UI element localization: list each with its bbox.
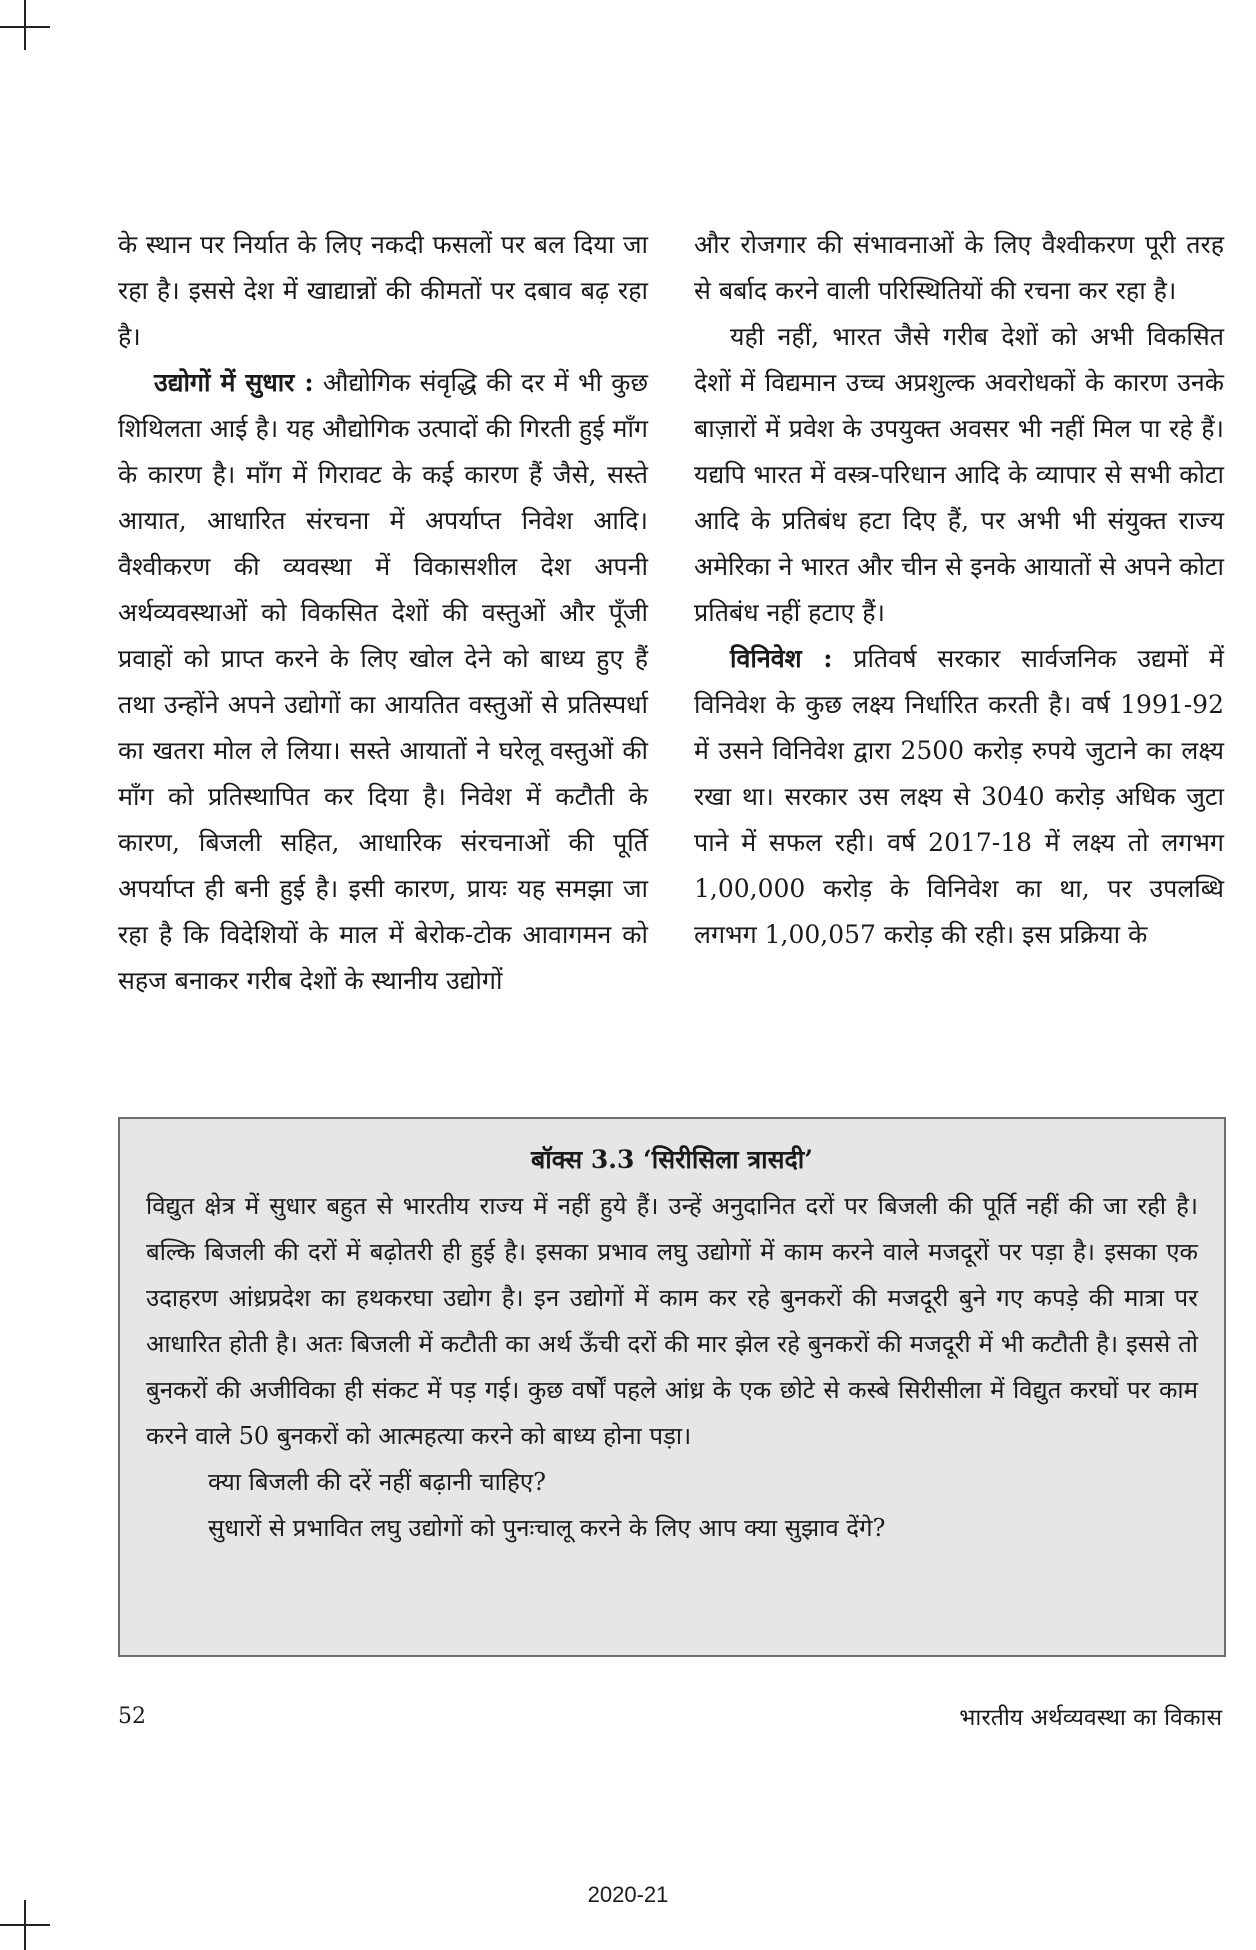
page-body	[118, 222, 1224, 1004]
right-column	[694, 222, 1224, 1004]
book-title: भारतीय अर्थव्यवस्था का विकास	[959, 1705, 1222, 1731]
box-title: बॉक्स 3.3 ‘सिरीसिला त्रासदी’	[531, 1145, 813, 1174]
edition-year: 2020-21	[587, 1882, 669, 1907]
disinvestment-heading: विनिवेश :	[730, 644, 833, 673]
industry-reform-paragraph	[118, 360, 648, 1004]
box-body: विद्युत क्षेत्र में सुधार बहुत से भारतीय राज्य में नहीं हुये हैं। उन्हें अनुदानित दरों पर बिजली की पूर्ति नहीं की जा रही है। बल्कि बिजली की दरों में बढ़ोतरी ही हुई है। इसका प्रभाव लघु उद्योगों में काम करने वाले मजदूरों पर पड़ा है। इसका एक उदाहरण आंध्रप्रदेश का हथकरघा उद्योग है। इन उद्योगों में काम कर रहे बुनकरों की मजदूरी बुने गए कपड़े की मात्रा पर आधारित होती है। अतः बिजली में कटौती का अर्थ ऊँची दरों की मार झेल रहे बुनकरों की मजदूरी में भी कटौती है। इससे तो बुनकरों की अजीविका ही संकट में पड़ गई। कुछ वर्षों पहले आंध्र के एक छोटे से कस्बे सिरीसीला में विद्युत करघों पर काम करने वाले 50 बुनकरों को आत्महत्या करने को बाध्य होना पड़ा।	[146, 1192, 1198, 1450]
left-paragraph-1: के स्थान पर निर्यात के लिए नकदी फसलों पर बल दिया जा रहा है। इससे देश में खाद्यान्नों की कीमतों पर दबाव बढ़ रहा है।	[118, 230, 648, 351]
disinvestment-text: प्रतिवर्ष सरकार सार्वजनिक उद्यमों में विनिवेश के कुछ लक्ष्य निर्धारित करती है। वर्ष 1991-92 में उसने विनिवेश द्वारा 2500 करोड़ रुपये जुटाने का लक्ष्य रखा था। सरकार उस लक्ष्य से 3040 करोड़ अधिक जुटा पाने में सफल रही। वर्ष 2017-18 में लक्ष्य तो लगभग 1,00,000 करोड़ के विनिवेश का था, पर उपलब्धि लगभग 1,00,057 करोड़ की रही। इस प्रक्रिया के	[694, 644, 1224, 949]
crop-mark-top-v	[24, 0, 26, 50]
box-question-2: सुधारों से प्रभावित लघु उद्योगों को पुनःचालू करने के लिए आप क्या सुझाव देंगे?	[208, 1514, 886, 1542]
industry-reform-text: औद्योगिक संवृद्धि की दर में भी कुछ शिथिलता आई है। यह औद्योगिक उत्पादों की गिरती हुई माँग के कारण है। माँग में गिरावट के कई कारण हैं जैसे, सस्ते आयात, आधारित संरचना में अपर्याप्त निवेश आदि। वैश्वीकरण की व्यवस्था में विकासशील देश अपनी अर्थव्यवस्थाओं को विकसित देशों की वस्तुओं और पूँजी प्रवाहों को प्राप्त करने के लिए खोल देने को बाध्य हुए हैं तथा उन्होंने अपने उद्योगों का आयतित वस्तुओं से प्रतिस्पर्धा का खतरा मोल ले लिया। सस्ते आयातों ने घरेलू वस्तुओं की माँग को प्रतिस्थापित कर दिया है। निवेश में कटौती के कारण, बिजली सहित, आधारिक संरचनाओं की पूर्ति अपर्याप्त ही बनी हुई है। इसी कारण, प्रायः यह समझा जा रहा है कि विदेशियों के माल में बेरोक-टोक आवागमन को सहज बनाकर गरीब देशों के स्थानीय उद्योगों	[118, 368, 648, 995]
right-paragraph-2: यही नहीं, भारत जैसे गरीब देशों को अभी विकसित देशों में विद्यमान उच्च अप्रशुल्क अवरोधकों के कारण उनके बाज़ारों में प्रवेश के उपयुक्त अवसर भी नहीं मिल पा रहे हैं। यद्यपि भारत में वस्त्र-परिधान आदि के व्यापार से सभी कोटा आदि के प्रतिबंध हटा दिए हैं, पर अभी भी संयुक्त राज्य अमेरिका ने भारत और चीन से इनके आयातों से अपने कोटा प्रतिबंध नहीं हटाए हैं।	[694, 322, 1224, 627]
disinvestment-paragraph	[694, 636, 1224, 958]
box-question-1: क्या बिजली की दरें नहीं बढ़ानी चाहिए?	[208, 1468, 546, 1496]
industry-reform-heading: उद्योगों में सुधार :	[154, 368, 314, 397]
sirisilla-tragedy-box	[118, 1117, 1226, 1657]
right-paragraph-1: और रोजगार की संभावनाओं के लिए वैश्वीकरण पूरी तरह से बर्बाद करने वाली परिस्थितियों की रचना कर रहा है।	[694, 230, 1224, 305]
page-number: 52	[118, 1704, 146, 1729]
left-column	[118, 222, 648, 1004]
two-column-text	[118, 222, 1224, 1004]
